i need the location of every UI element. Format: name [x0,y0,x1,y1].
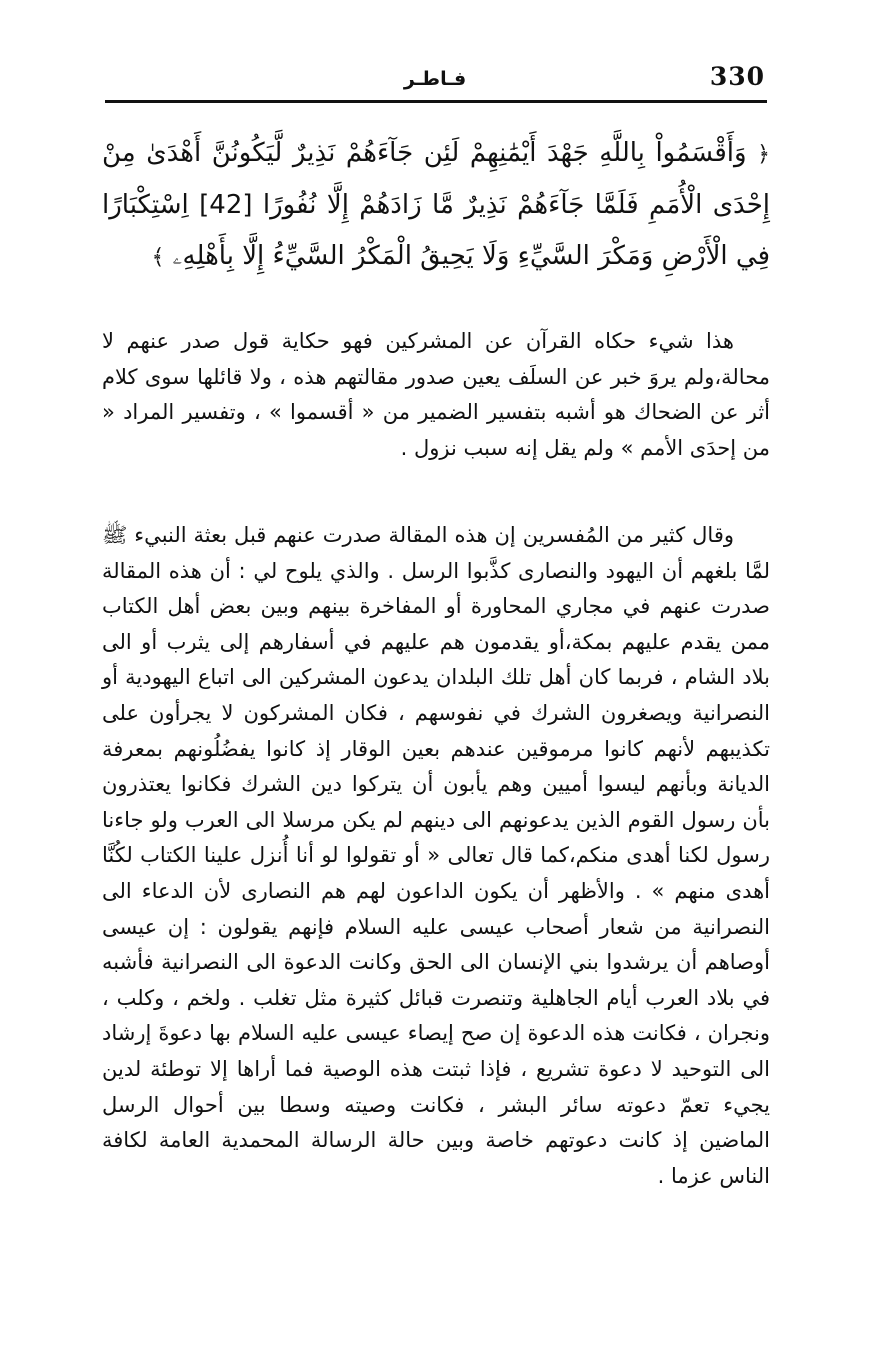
surah-name: فـاطـر [403,68,467,90]
quran-verse [102,128,770,283]
header-divider [105,100,767,103]
page-header [105,62,765,98]
verse-close-bracket: ﴾ [151,245,165,270]
verse-text: وَأَقْسَمُواْ بِاللَّهِ جَهْدَ أَيْمَٰنِهِمْ لَئِن جَآءَهُمْ نَذِيرٌ لَّيَكُونُنَّ أَهْدَىٰ مِنْ إِحْدَى الْأُمَمِ فَلَمَّا جَآءَهُمْ نَذِيرٌ مَّا زَادَهُمْ إِلَّا نُفُورًا [42] اِسْتِكْبَارًا فِي الْأَرْضِ وَمَكْرَ السَّيِّءِ وَلَا يَحِيقُ الْمَكْرُ السَّيِّءُ إِلَّا بِأَهْلِهِۦ [102,138,770,271]
page-number: 330 [709,62,765,91]
commentary-paragraph: هذا شيء حكاه القرآن عن المشركين فهو حكاية قول صدر عنهم لا محالة،ولم يروَ خبر عن السلَف يعين صدور مقالتهم هذه ، ولا قائلها سوى كلام أثر عن الضحاك هو أشبه بتفسير الضمير من « أقسموا » ، وتفسير المراد « من إحدَى الأمم » ولم يقل إنه سبب نزول . [102,329,770,460]
verse-open-bracket: ﴿ [757,142,770,167]
commentary-paragraph: وقال كثير من المُفسرين إن هذه المقالة صدرت عنهم قبل بعثة النبيء ﷺ لمَّا بلغهم أن اليهود والنصارى كذَّبوا الرسل . والذي يلوح لي : أن هذه المقالة صدرت عنهم في مجاري المحاورة أو المفاخرة بينهم وبين بعض أهل الكتاب ممن يقدم عليهم بمكة،أو يقدمون هم عليهم في أسفارهم إلى يثرب أو الى بلاد الشام ، فربما كان أهل تلك البلدان يدعون المشركين الى اتباع اليهودية أو النصرانية ويصغرون الشرك في نفوسهم ، فكان المشركون لا يجرأون على تكذيبهم لأنهم كانوا مرموقين عندهم بعين الوقار إذ كانوا يفضُلُونهم بمعرفة الديانة وبأنهم ليسوا أميين وهم يأبون أن يتركوا دين الشرك فكانوا يعتذرون بأن رسول القوم الذين يدعونهم الى دينهم لم يكن مرسلا الى العرب ولو جاءنا رسول لكنا أهدى منكم،كما قال تعالى « أو تقولوا لو أنا أُنزل علينا الكتاب لكُنَّا أهدى منهم » . والأظهر أن يكون الداعون لهم هم النصارى لأن الدعاء الى النصرانية من شعار أصحاب عيسى عليه السلام فإنهم يقولون : إن عيسى أوصاهم أن يرشدوا بني الإنسان الى الحق وكانت الدعوة الى النصرانية فأشبه في بلاد العرب أيام الجاهلية وتنصرت قبائل كثيرة مثل تغلب . ولخم ، وكلب ، ونجران ، فكانت هذه الدعوة إن صح إيصاء عيسى عليه السلام بها دعوةَ إرشاد الى التوحيد لا دعوة تشريع ، فإذا ثبتت هذه الوصية فما أراها إلا توطئة لدين يجيء تعمّ دعوته سائر البشر ، فكانت وصيته وسطا بين أحوال الرسل الماضين إذ كانت دعوتهم خاصة وبين حالة الرسالة المحمدية العامة لكافة الناس عزما . [102,523,770,1188]
